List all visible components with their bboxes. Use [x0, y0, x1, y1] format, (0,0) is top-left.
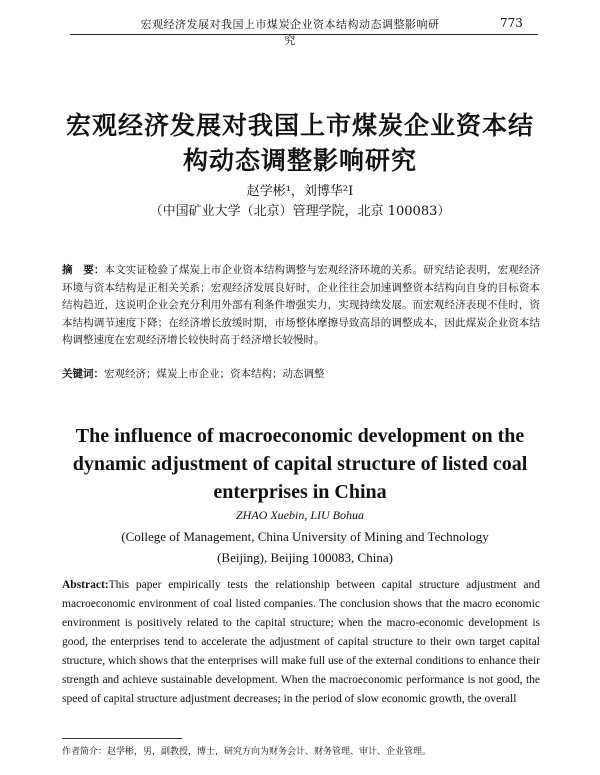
chinese-authors: 赵学彬¹，刘博华²Ⅰ [246, 184, 354, 199]
page-number: 773 [500, 16, 523, 30]
chinese-abstract-label: 摘 要： [62, 264, 105, 276]
footnote-rule [62, 738, 182, 739]
chinese-keywords-text: 宏观经济；煤炭上市企业；资本结构；动态调整 [104, 368, 325, 380]
chinese-keywords [62, 366, 540, 381]
running-header [0, 0, 600, 47]
header-rule [70, 34, 538, 35]
chinese-affiliation: （中国矿业大学（北京）管理学院，北京 100083） [149, 204, 451, 219]
chinese-abstract [62, 262, 540, 350]
english-authors: ZHAO Xuebin, LIU Bohua [236, 508, 364, 522]
english-title: The influence of macroeconomic development on the dynamic adjustment of capital structure of listed coal enterprises in China [72, 425, 528, 503]
english-abstract-label: Abstract: [62, 579, 109, 591]
chinese-title: 宏观经济发展对我国上市煤炭企业资本结构动态调整影响研究 [65, 111, 534, 175]
chinese-abstract-text: 本文实证检验了煤炭上市企业资本结构调整与宏观经济环境的关系。研究结论表明，宏观经济环境与资本结构是正相关关系；宏观经济发展良好时，企业往往会加速调整资本结构向自身的目标资本结构趋近，这说明企业会充分利用外部有利条件增强实力，实现持续发展。而宏观经济表现不佳时，资本结构调节速度下降；在经济增长放缓时期，市场整体摩擦导致高昂的调整成本，因此煤炭企业资本结构调整速度在宏观经济增长较快时高于经济增长较慢时。 [62, 264, 540, 346]
english-abstract [62, 576, 540, 709]
english-abstract-text: This paper empirically tests the relationship between capital structure adjustment and macroeconomic environment of coal listed companies. The conclusion shows that the macro economic environment is positively related to the capital structure; when the macro-economic development is good, the enterprises tend to accelerate the adjustment of capital structure to their own target capital structure, which shows that the enterprises will make full use of the external conditions to enhance their strength and achieve sustainable development. When the macroeconomic performance is not good, the speed of capital structure adjustment decreases; in the period of slow economic growth, the overall [62, 579, 540, 705]
english-affiliation: (College of Management, China University of Mining and Technology (Beijing), Beijing 100083, China) [121, 529, 489, 565]
chinese-keywords-label: 关键词： [62, 368, 104, 380]
author-footnote: 作者简介：赵学彬，男，副教授，博士，研究方向为财务会计、财务管理、审计、企业管理。 [62, 747, 432, 757]
running-title: 宏观经济发展对我国上市煤炭企业资本结构动态调整影响研究 [140, 18, 440, 47]
